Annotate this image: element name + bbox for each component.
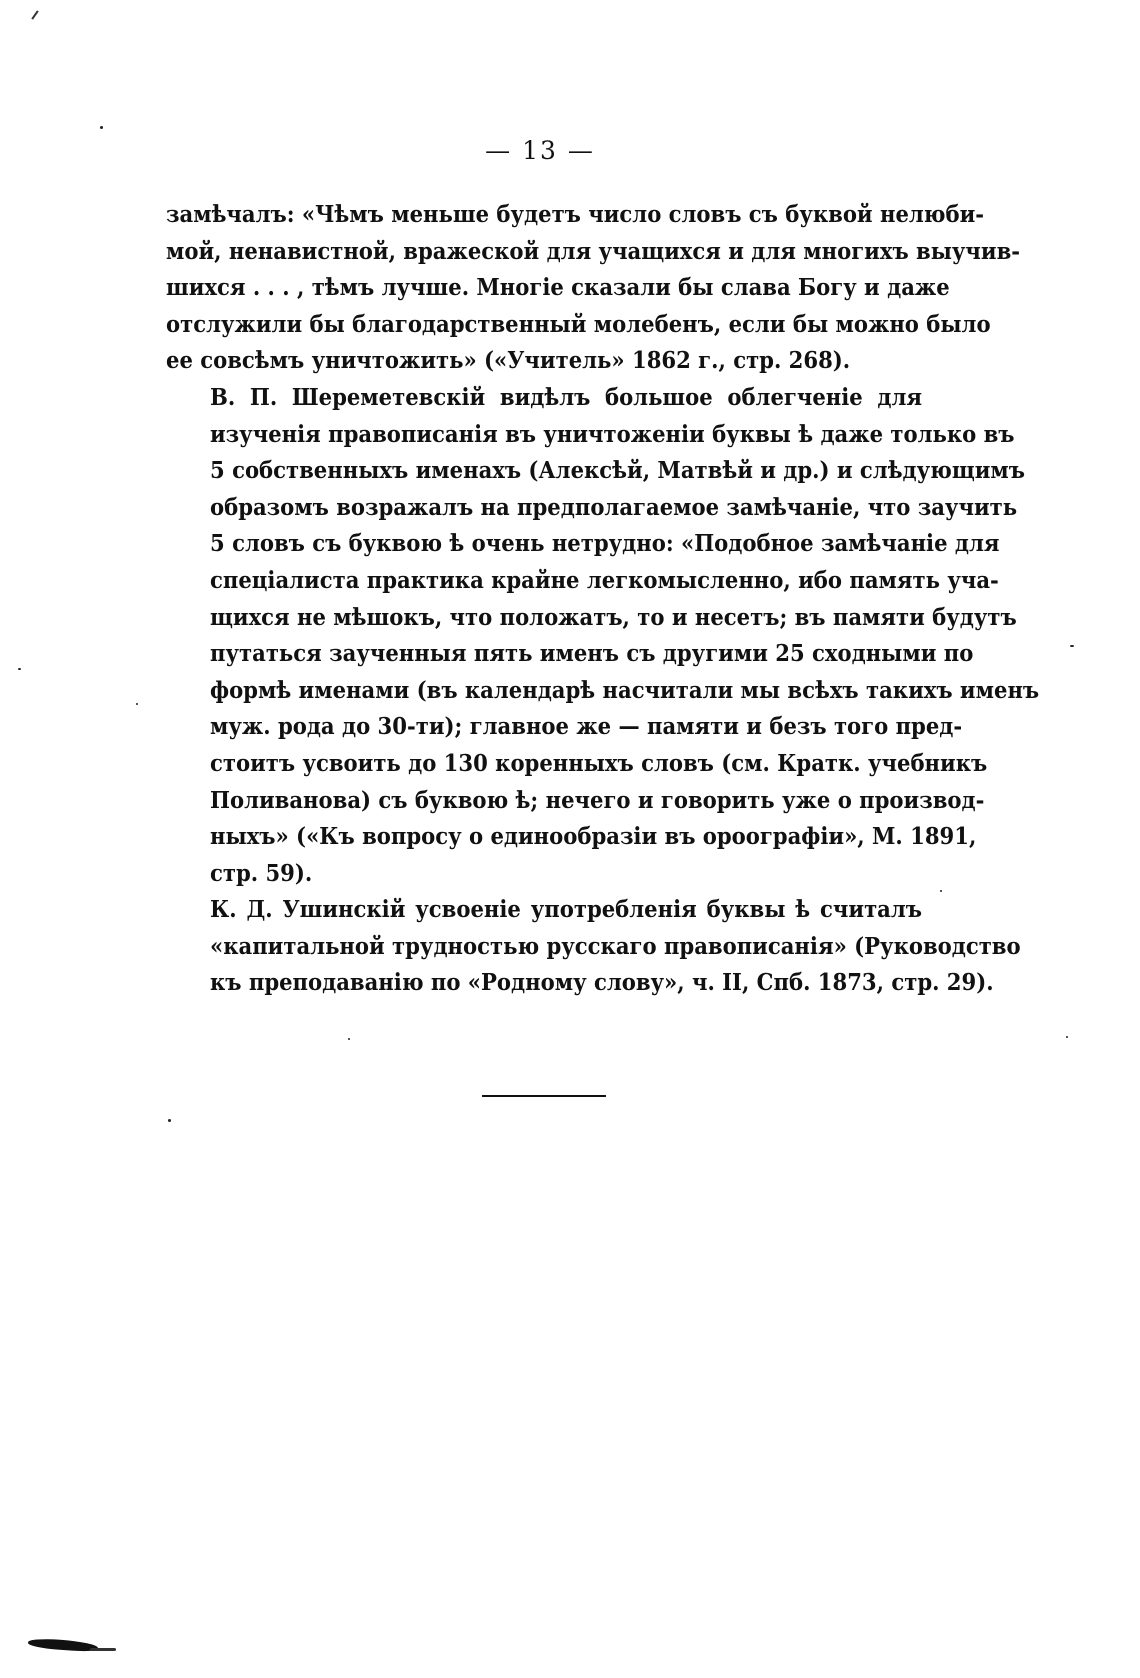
text-line: К. Д. Ушинскій усвоеніе употребленія буквы ѣ считалъ (210, 895, 922, 924)
paragraph-3 (166, 891, 1021, 1001)
text-line: стр. 59). (210, 858, 313, 887)
text-line: ныхъ» («Къ вопросу о единообразіи въ ороографіи», М. 1891, (210, 822, 977, 851)
text-line: «капитальной трудностью русскаго правописанія» (Руководство (210, 931, 1021, 960)
scan-speck (168, 1119, 171, 1122)
text-line: щихся не мѣшокъ, что положатъ, то и несетъ; въ памяти будутъ (210, 602, 1017, 631)
text-line: муж. рода до 30-ти); главное же — памяти и безъ того пред- (210, 712, 963, 741)
text-line: къ преподаванію по «Родному слову», ч. II, Спб. 1873, стр. 29). (210, 968, 994, 997)
scan-mark (31, 10, 38, 19)
text-line: изученія правописанія въ уничтоженіи буквы ѣ даже только въ (210, 419, 1015, 448)
paragraph-2 (166, 379, 1040, 891)
text-line: спеціалиста практика крайне легкомысленно, ибо память уча- (210, 565, 999, 594)
body-text (166, 196, 1040, 1001)
text-line: формѣ именами (въ календарѣ насчитали мы всѣхъ такихъ именъ (210, 675, 1040, 704)
text-line: шихся . . . , тѣмъ лучше. Многіе сказали бы слава Богу и даже (166, 273, 950, 302)
text-line: путаться заученныя пять именъ съ другими 25 сходными по (210, 639, 974, 668)
section-divider (482, 1095, 606, 1097)
text-line: ее совсѣмъ уничтожить» («Учитель» 1862 г., стр. 268). (166, 346, 851, 375)
text-line: мой, ненавистной, вражеской для учащихся и для многихъ выучив- (166, 236, 1021, 265)
paragraph-1 (166, 196, 1021, 379)
scan-speck (940, 890, 942, 892)
text-line: отслужили бы благодарственный молебенъ, если бы можно было (166, 309, 991, 338)
text-line: 5 словъ съ буквою ѣ очень нетрудно: «Подобное замѣчаніе для (210, 529, 1000, 558)
text-line: В. П. Шереметевскій видѣлъ большое облегченіе для (210, 382, 922, 411)
text-line: 5 собственныхъ именахъ (Алексѣй, Матвѣй и др.) и слѣдующимъ (210, 456, 1026, 485)
scan-speck (18, 668, 21, 670)
scan-smudge (28, 1638, 99, 1653)
text-line: стоитъ усвоить до 130 коренныхъ словъ (см. Кратк. учебникъ (210, 748, 988, 777)
scan-smudge (90, 1648, 116, 1651)
scan-speck (348, 1038, 350, 1040)
text-line: Поливанова) съ буквою ѣ; нечего и говорить уже о производ- (210, 785, 985, 814)
text-line: замѣчалъ: «Чѣмъ меньше будетъ число словъ съ буквой нелюби- (166, 200, 985, 228)
text-line: образомъ возражалъ на предполагаемое замѣчаніе, что заучить (210, 492, 1018, 521)
scan-speck (136, 703, 138, 705)
scan-speck (1070, 645, 1074, 647)
page-number: — 13 — (485, 136, 595, 165)
scan-speck (100, 126, 103, 129)
scan-speck (1066, 1036, 1068, 1038)
